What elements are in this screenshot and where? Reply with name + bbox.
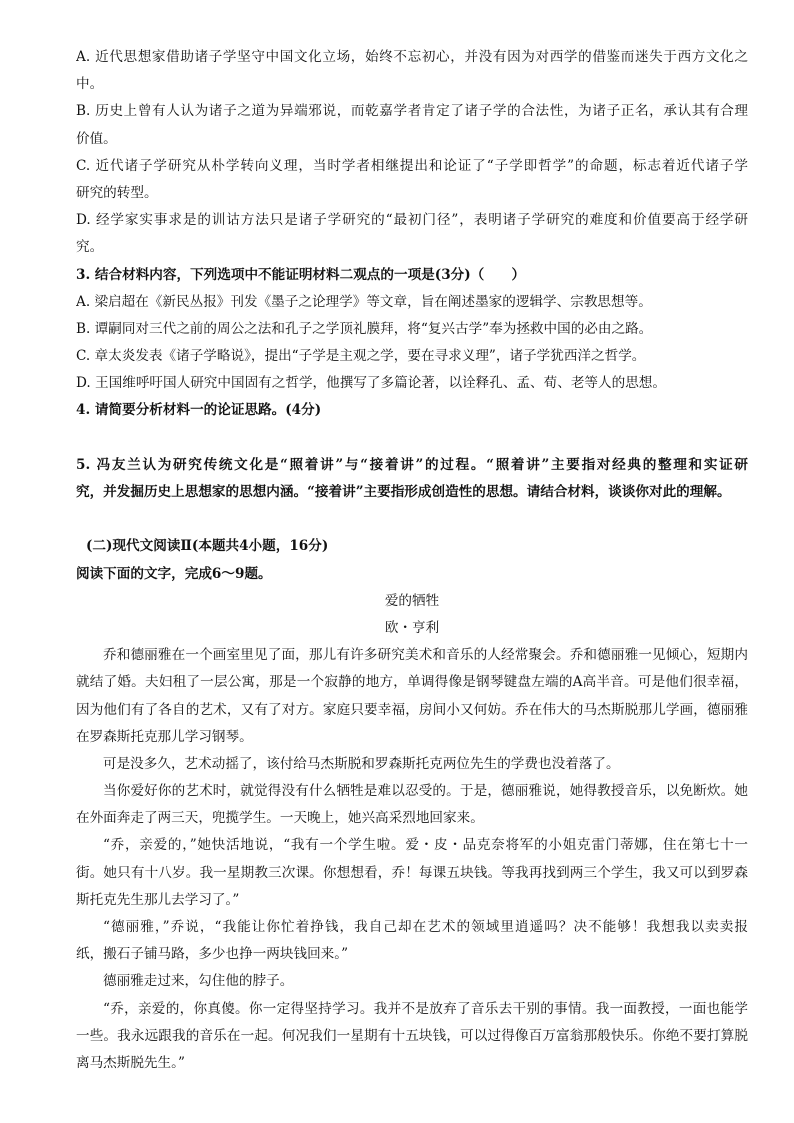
blank-line	[76, 425, 748, 452]
text-line: “乔，亲爱的，你真傻。你一定得坚持学习。我并不是放弃了音乐去干别的事情。我一面教授，一面也能学	[103, 1000, 748, 1017]
text-line: 因为他们有了各自的艺术，又有了对方。家庭只要幸福，房间小又何妨。乔在伟大的马杰斯脱那儿学画，德丽雅	[76, 701, 748, 718]
text-line: 5. 冯友兰认为研究传统文化是“照着讲”与“接着讲”的过程。“照着讲”主要指对经典的整理和实证研	[76, 456, 748, 473]
text-line: 4. 请简要分析材料一的论证思路。(4分)	[76, 402, 322, 419]
text-line: “乔，亲爱的，”她快活地说，“我有一个学生啦。爱・皮・品克奈将军的小姐克雷门蒂娜，住在第七十一	[103, 837, 748, 854]
text-line: 究，并发掘历史上思想家的思想内涵。“接着讲”主要指形成创造性的思想。请结合材料，谈谈你对此的理解。	[76, 484, 731, 500]
text-line: 可是没多久，艺术动摇了，该付给马杰斯脱和罗森斯托克两位先生的学费也没着落了。	[103, 755, 620, 772]
text-line: 纸，搬石子铺马路，多少也挣一两块钱回来。”	[76, 946, 349, 963]
text-line: 阅读下面的文字，完成6～9题。	[76, 565, 272, 582]
document-page	[76, 44, 748, 1077]
text-line: A. 近代思想家借助诸子学坚守中国文化立场，始终不忘初心，并没有因为对西学的借鉴而迷失于西方文化之	[76, 49, 748, 65]
text-line: 中。	[76, 76, 104, 93]
text-line: B. 历史上曾有人认为诸子之道为异端邪说，而乾嘉学者肯定了诸子学的合法性，为诸子正名，承认其有合理	[76, 103, 748, 120]
text-line: 价值。	[76, 130, 117, 147]
text-line: 3. 结合材料内容，下列选项中不能证明材料二观点的一项是(3分)（ ）	[76, 266, 526, 283]
text-line: (二)现代文阅读Ⅱ(本题共4小题，16分)	[86, 538, 329, 555]
text-line: 德丽雅走过来，勾住他的脖子。	[103, 973, 294, 990]
text-line: 爱的牺牲	[384, 592, 440, 609]
blank-line	[76, 506, 748, 533]
text-line: B. 谭嗣同对三代之前的周公之法和孔子之学顶礼膜拜，将“复兴古学”奉为拯救中国的必由之路。	[76, 320, 653, 337]
text-line: C. 近代诸子学研究从朴学转向义理，当时学者相继提出和论证了“子学即哲学”的命题，标志着近代诸子学	[76, 157, 748, 174]
text-line: A. 梁启超在《新民丛报》刊发《墨子之论理学》等文章，旨在阐述墨家的逻辑学、宗教思想等。	[76, 293, 652, 310]
text-line: D. 王国维呼吁国人研究中国固有之哲学，他撰写了多篇论著，以诠释孔、孟、荀、老等人的思想。	[76, 375, 666, 392]
text-line: 欧・亨利	[384, 619, 440, 636]
text-line: 一些。我永远跟我的音乐在一起。何况我们一星期有十五块钱，可以过得像百万富翁那般快乐。你绝不要打算脱	[76, 1027, 748, 1044]
text-line: D. 经学家实事求是的训诂方法只是诸子学研究的“最初门径”，表明诸子学研究的难度和价值要高于经学研	[76, 212, 748, 229]
text-line: 究。	[76, 239, 104, 256]
text-line: 在罗森斯托克那儿学习钢琴。	[76, 728, 253, 745]
text-line: “德丽雅，”乔说，“我能让你忙着挣钱，我自己却在艺术的领域里逍遥吗？决不能够！我想我以卖卖报	[103, 919, 748, 935]
text-line: C. 章太炎发表《诸子学略说》，提出“子学是主观之学，要在寻求义理”，诸子学犹西洋之哲学。	[76, 348, 646, 365]
text-line: 当你爱好你的艺术时，就觉得没有什么牺牲是难以忍受的。于是，德丽雅说，她得教授音乐，以免断炊。她	[103, 783, 748, 800]
text-line: 在外面奔走了两三天，兜揽学生。一天晚上，她兴高采烈地回家来。	[76, 810, 484, 827]
text-line: 研究的转型。	[76, 184, 158, 201]
text-line: 街。她只有十八岁。我一星期教三次课。你想想看，乔！每课五块钱。等我再找到两三个学生，我又可以到罗森	[76, 864, 748, 881]
text-line: 乔和德丽雅在一个画室里见了面，那儿有许多研究美术和音乐的人经常聚会。乔和德丽雅一见倾心，短期内	[103, 647, 748, 664]
text-line: 离马杰斯脱先生。”	[76, 1054, 185, 1071]
text-line: 就结了婚。夫妇租了一层公寓，那是一个寂静的地方，单调得像是钢琴键盘左端的A高半音。可是他们很幸福，	[76, 674, 748, 691]
text-line: 斯托克先生那儿去学习了。”	[76, 891, 240, 908]
